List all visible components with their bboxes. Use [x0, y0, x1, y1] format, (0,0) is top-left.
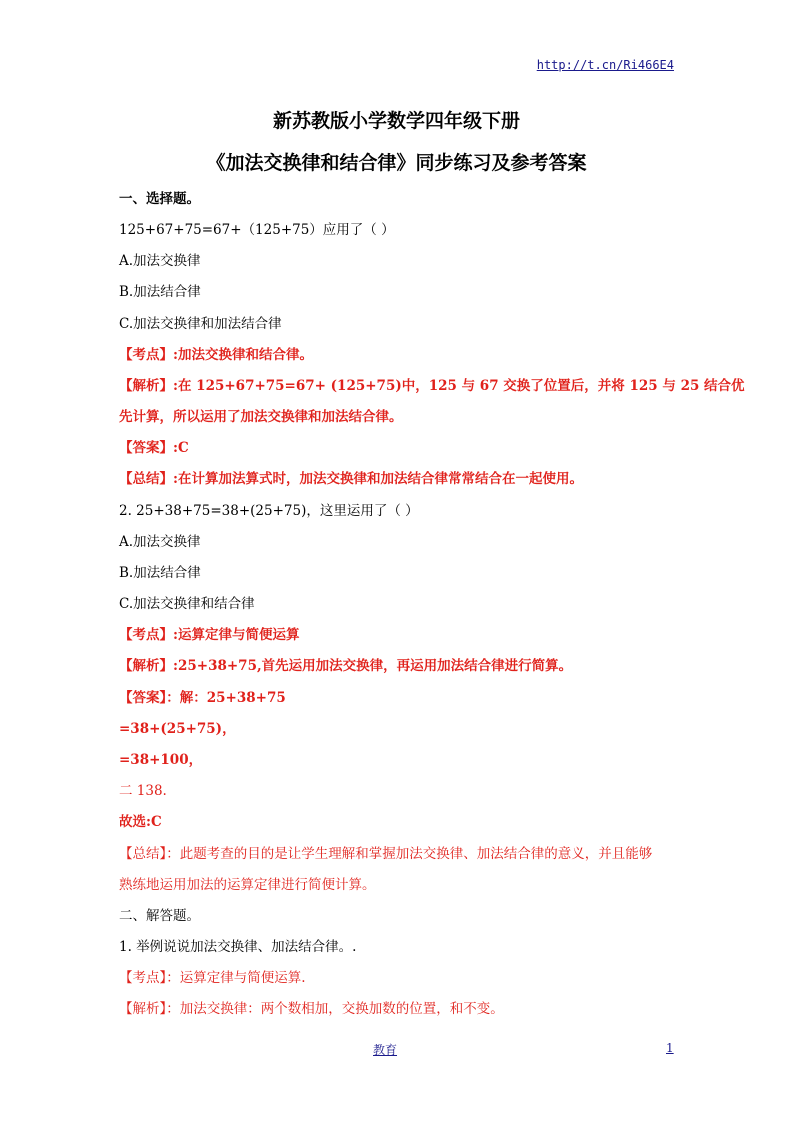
key-point: 【考点】:运算定律与简便运算 — [119, 627, 300, 643]
option-c: C.加法交换律和加法结合律 — [119, 316, 282, 332]
answer-step: 二 138. — [119, 783, 167, 799]
summary: 【总结】:在计算加法算式时，加法交换律和加法结合律常常结合在一起使用。 — [119, 471, 583, 487]
key-point: 【考点】:加法交换律和结合律。 — [119, 347, 313, 363]
analysis: 【解析】:25+38+75,首先运用加法交换律，再运用加法结合律进行简算。 — [119, 658, 573, 674]
answer: 【答案】:C — [119, 440, 189, 456]
section-heading: 一、选择题。 — [119, 191, 200, 207]
option-a: A.加法交换律 — [119, 534, 201, 550]
answer-choice: 故选:C — [119, 814, 162, 830]
page-title: 新苏教版小学数学四年级下册 — [272, 110, 520, 132]
footer-link[interactable]: 教育 — [373, 1043, 398, 1057]
question-text: 125+67+75=67+（125+75）应用了（ ） — [119, 222, 395, 238]
answer: 【答案】：解：25+38+75 — [119, 690, 286, 706]
question-text: 2. 25+38+75=38+(25+75)，这里运用了（ ） — [119, 503, 419, 519]
answer-step: =38+(25+75)， — [119, 721, 236, 737]
summary-continued: 熟练地运用加法的运算定律进行简便计算。 — [119, 877, 376, 893]
page-subtitle: 《加法交换律和结合律》同步练习及参考答案 — [206, 152, 587, 174]
page-number[interactable]: 1 — [666, 1041, 674, 1055]
option-a: A.加法交换律 — [119, 253, 201, 269]
option-b: B.加法结合律 — [119, 284, 201, 300]
section-heading: 二、解答题。 — [119, 908, 200, 924]
answer-step: =38+100， — [119, 752, 203, 768]
key-point: 【考点】：运算定律与简便运算. — [119, 970, 306, 986]
analysis-continued: 先计算，所以运用了加法交换律和加法结合律。 — [119, 409, 403, 425]
source-url-link[interactable]: http://t.cn/Ri466E4 — [536, 58, 674, 72]
summary: 【总结】：此题考查的目的是让学生理解和掌握加法交换律、加法结合律的意义，并且能够 — [119, 846, 653, 862]
analysis: 【解析】：加法交换律：两个数相加，交换加数的位置，和不变。 — [119, 1001, 504, 1017]
option-b: B.加法结合律 — [119, 565, 201, 581]
analysis: 【解析】:在 125+67+75=67+ (125+75)中，125 与 67 交换了位置后，并将 125 与 25 结合优 — [119, 378, 745, 394]
option-c: C.加法交换律和结合律 — [119, 596, 255, 612]
question-text: 1. 举例说说加法交换律、加法结合律。. — [119, 939, 357, 955]
